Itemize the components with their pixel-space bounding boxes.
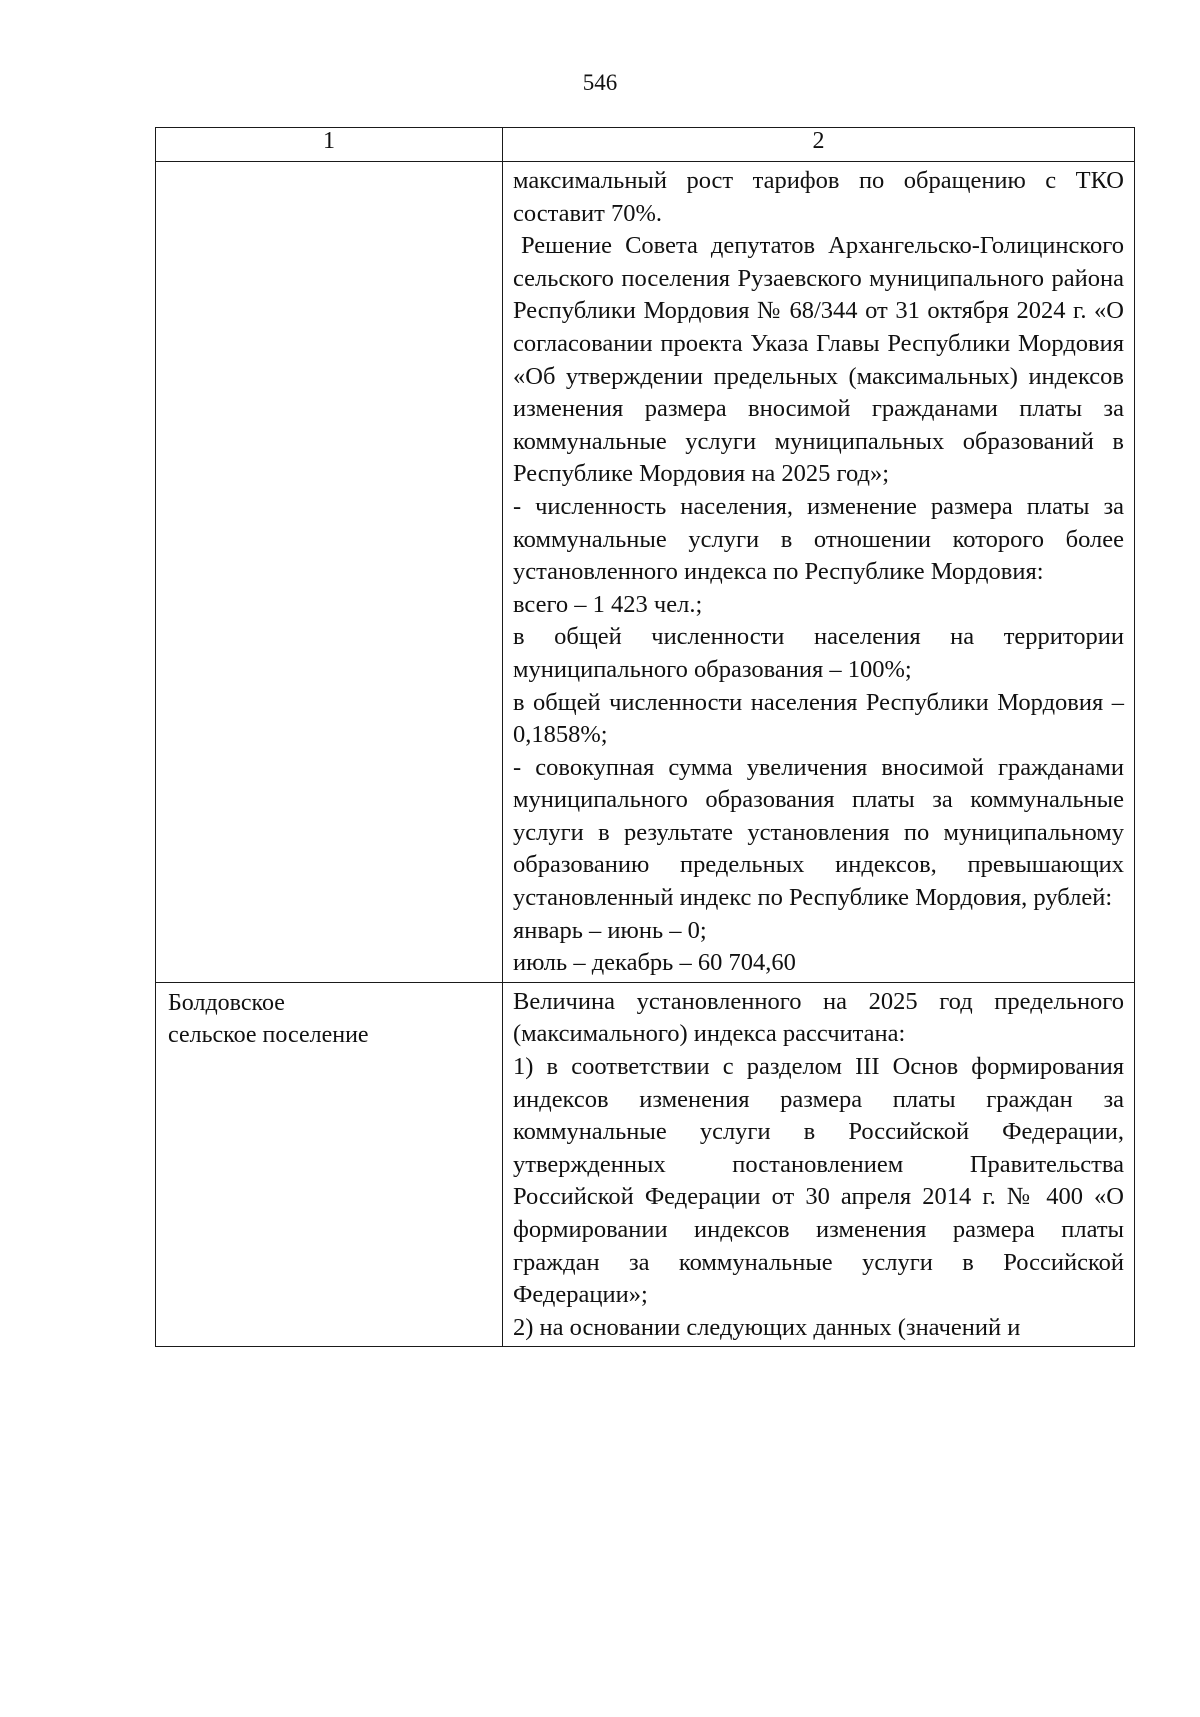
settlement-name-cell bbox=[156, 162, 503, 983]
paragraph: максимальный рост тарифов по обращению с ТКО составит 70%. bbox=[513, 167, 1124, 227]
paragraph: 1) в соответствии с разделом III Основ формирования индексов изменения размера платы граждан за коммунальные услуги в Российской Федерации, утвержденных постановлением Правительства Российской Федерации от 30 апреля 2014 г. № 400 «О формировании индексов изменения размера платы граждан за коммунальные услуги в Российской Федерации»; bbox=[513, 1053, 1124, 1309]
paragraph: июль – декабрь – 60 704,60 bbox=[513, 949, 796, 977]
paragraph: - численность населения, изменение размера платы за коммунальные услуги в отношении которого более установленного индекса по Республике Мордовия: bbox=[513, 492, 1124, 586]
paragraph: 2) на основании следующих данных (значений и bbox=[513, 1313, 1021, 1341]
description-cell bbox=[503, 162, 1135, 983]
page-number: 546 bbox=[582, 70, 618, 95]
description-cell bbox=[503, 982, 1135, 1347]
settlement-name-line: Болдовское bbox=[168, 989, 285, 1016]
paragraph: Решение Совета депутатов Архангельско-Голицинского сельского поселения Рузаевского муниципального района Республики Мордовия № 68/344 от 31 октября 2024 г. «О согласовании проекта Указа Главы Республики Мордовия «Об утверждении предельных (максимальных) индексов изменения размера вносимой гражданами платы за коммунальные услуги муниципальных образований в Республике Мордовия на 2025 год»; bbox=[513, 232, 1124, 488]
header-row bbox=[156, 128, 1135, 162]
settlement-name-line: сельское поселение bbox=[168, 1022, 369, 1049]
paragraph: в общей численности населения на территории муниципального образования – 100%; bbox=[513, 623, 1124, 683]
paragraph: январь – июнь – 0; bbox=[513, 916, 707, 944]
paragraph: всего – 1 423 чел.; bbox=[513, 590, 703, 618]
settlement-name-cell bbox=[156, 982, 503, 1347]
paragraph: Величина установленного на 2025 год предельного (максимального) индекса рассчитана: bbox=[513, 987, 1124, 1048]
paragraph: в общей численности населения Республики Мордовия – 0,1858%; bbox=[513, 688, 1124, 749]
column-header-2: 2 bbox=[503, 128, 1135, 162]
paragraph: - совокупная сумма увеличения вносимой гражданами муниципального образования платы за коммунальные услуги в результате установления по муниципальному образованию предельных индексов, превышающих установленный индекс по Республике Мордовия, рублей: bbox=[513, 753, 1124, 912]
table-row bbox=[156, 162, 1135, 983]
main-table bbox=[155, 127, 1135, 1347]
column-header-1: 1 bbox=[156, 128, 503, 162]
table-row bbox=[156, 982, 1135, 1347]
